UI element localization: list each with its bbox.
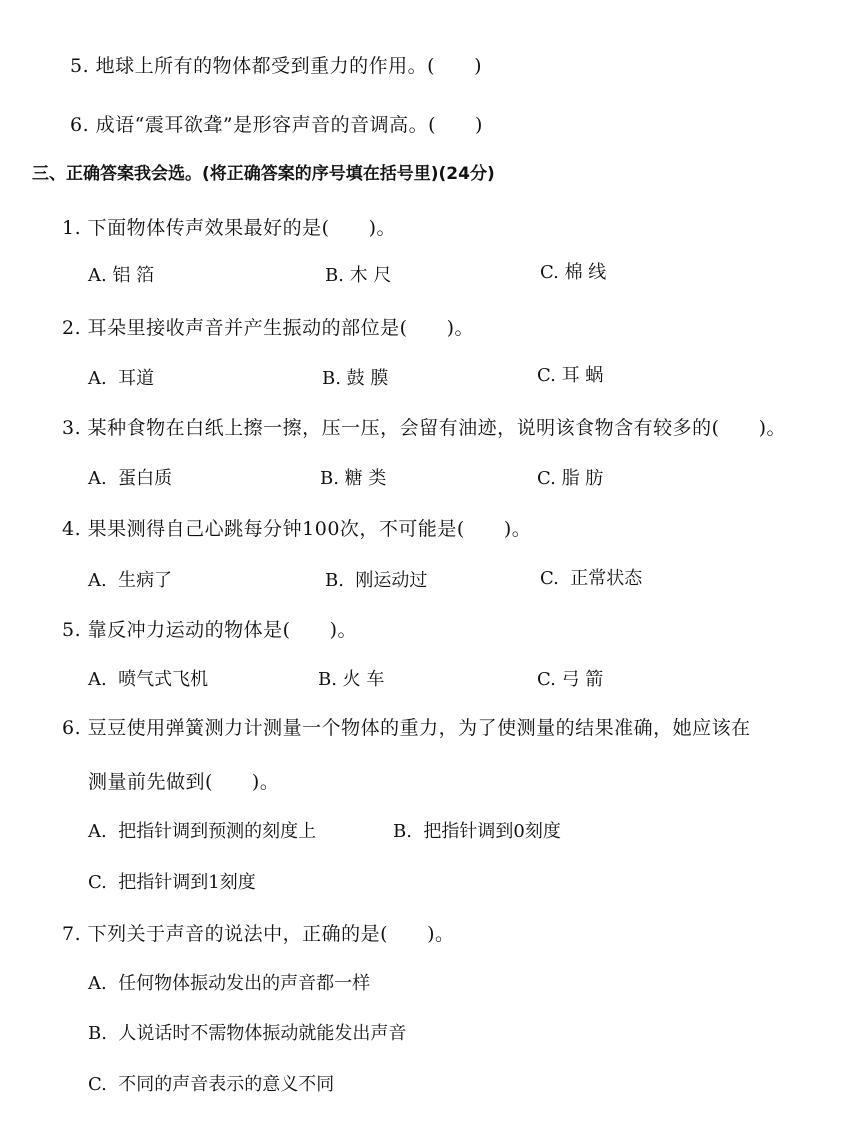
option-c: C. 正常状态 [540, 568, 643, 589]
option-a: A. 铝 箔 [88, 265, 155, 286]
judge-item-6: 6. 成语“震耳欲聋”是形容声音的音调高。( ) [70, 114, 483, 136]
option-c: C. 棉 线 [540, 262, 607, 283]
option-b: B. 刚运动过 [325, 570, 428, 591]
option-b: B. 把指针调到0刻度 [393, 821, 561, 842]
option-a: A. 喷气式飞机 [88, 669, 209, 690]
option-c: C. 脂 肪 [537, 468, 604, 489]
question-stem: 1. 下面物体传声效果最好的是( )。 [62, 217, 396, 239]
option-c: C. 不同的声音表示的意义不同 [88, 1074, 335, 1095]
question-stem: 7. 下列关于声音的说法中，正确的是( )。 [62, 923, 455, 945]
option-c: C. 耳 蜗 [537, 365, 604, 386]
option-b: B. 鼓 膜 [322, 368, 389, 389]
judge-item-5: 5. 地球上所有的物体都受到重力的作用。( ) [70, 55, 482, 77]
option-b: B. 火 车 [318, 669, 385, 690]
option-a: A. 把指针调到预测的刻度上 [88, 821, 317, 842]
option-c: C. 把指针调到1刻度 [88, 872, 256, 893]
option-a: A. 蛋白质 [88, 468, 173, 489]
option-a: A. 任何物体振动发出的声音都一样 [88, 973, 371, 994]
option-a: A. 耳道 [88, 368, 155, 389]
question-stem: 3. 某种食物在白纸上擦一擦，压一压，会留有油迹，说明该食物含有较多的( )。 [62, 417, 786, 439]
question-stem: 2. 耳朵里接收声音并产生振动的部位是( )。 [62, 317, 474, 339]
section-heading: 三、正确答案我会选。(将正确答案的序号填在括号里)(24分) [32, 164, 495, 184]
option-c: C. 弓 箭 [537, 669, 604, 690]
question-stem: 4. 果果测得自己心跳每分钟100次，不可能是( )。 [62, 518, 532, 540]
question-stem: 6. 豆豆使用弹簧测力计测量一个物体的重力，为了使测量的结果准确，她应该在 [62, 717, 751, 739]
option-a: A. 生病了 [88, 570, 173, 591]
option-b: B. 人说话时不需物体振动就能发出声音 [88, 1023, 407, 1044]
option-b: B. 糖 类 [320, 468, 387, 489]
question-stem-continued: 测量前先做到( )。 [88, 771, 280, 793]
question-stem: 5. 靠反冲力运动的物体是( )。 [62, 619, 357, 641]
option-b: B. 木 尺 [325, 265, 392, 286]
